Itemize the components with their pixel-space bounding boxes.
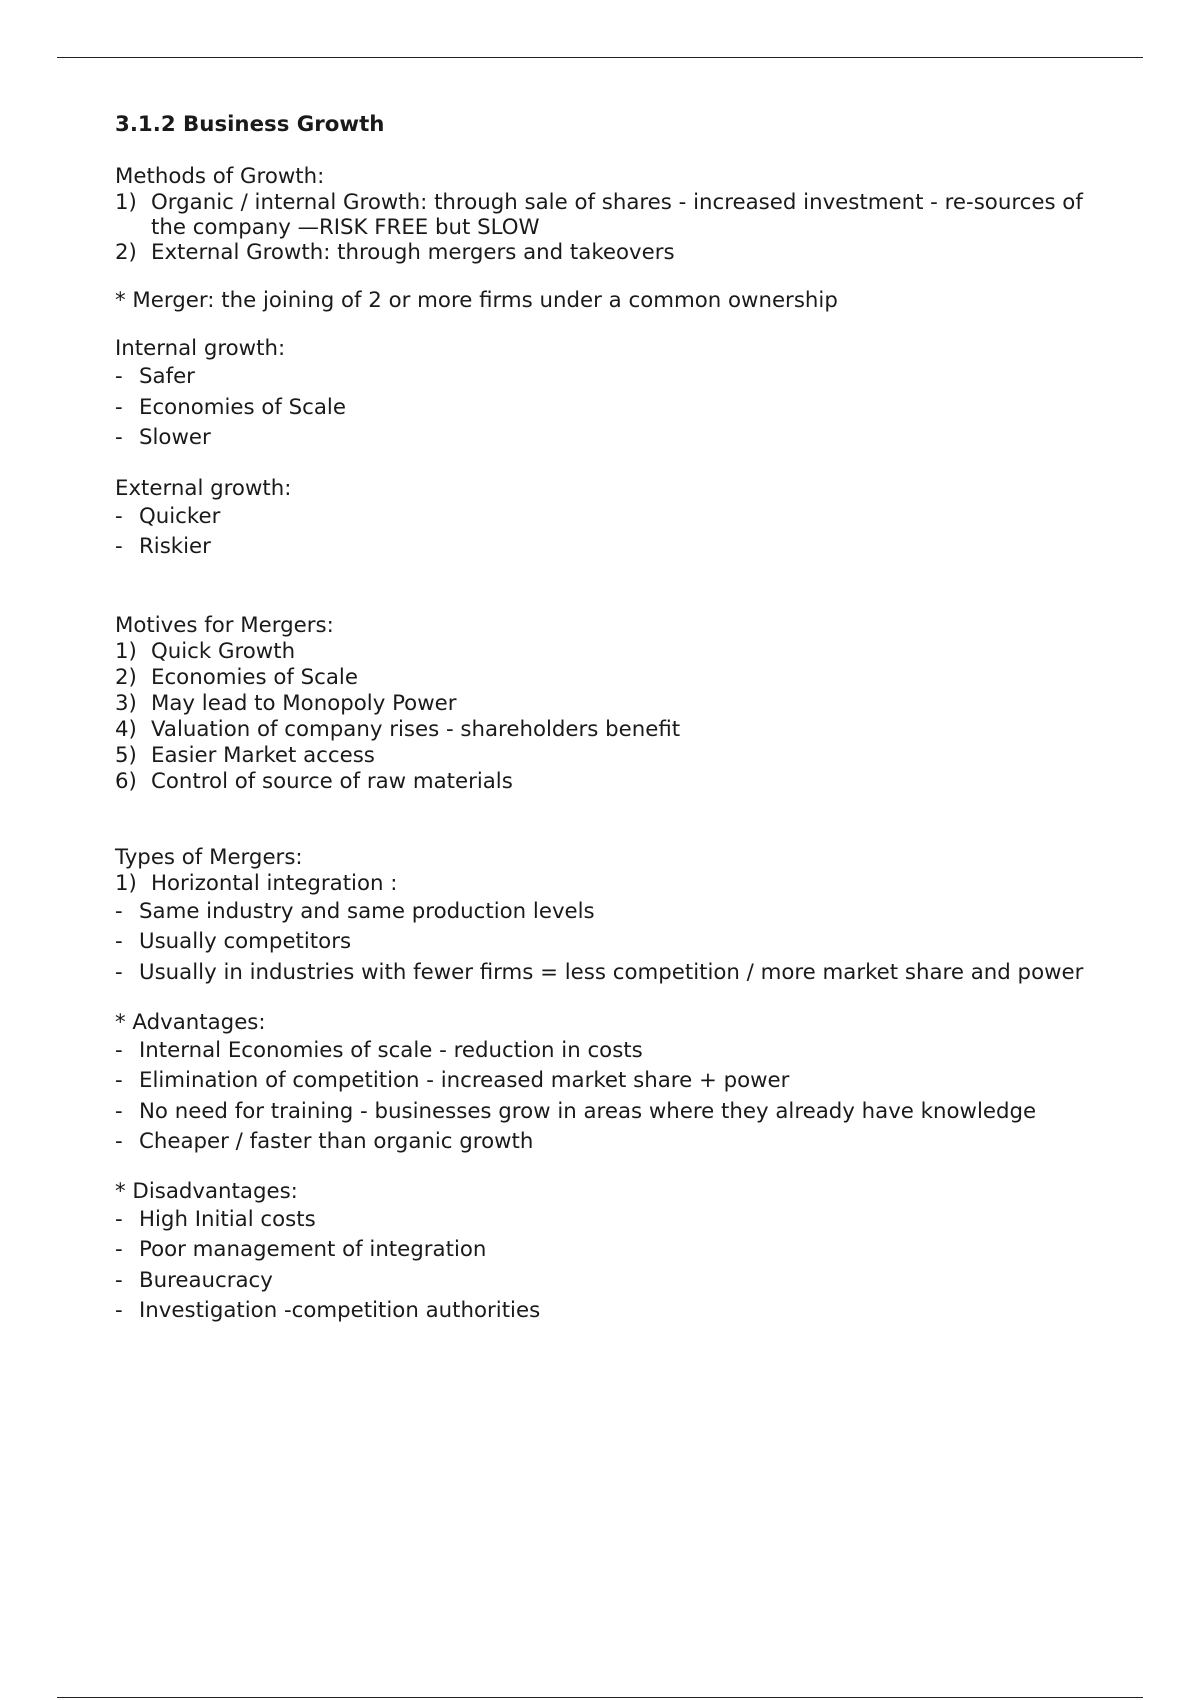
- horizontal-integration-list: [115, 897, 1095, 989]
- list-item: - Bureaucracy: [115, 1267, 273, 1293]
- list-item: - Cheaper / faster than organic growth: [115, 1128, 534, 1154]
- list-item: - Quicker: [115, 503, 221, 529]
- types-list: [115, 871, 1095, 897]
- document-body: [115, 112, 1095, 1326]
- list-item: 2) External Growth: through mergers and takeovers: [115, 240, 675, 265]
- list-item: 6) Control of source of raw materials: [115, 768, 513, 794]
- page-title: 3.1.2 Business Growth: [115, 112, 385, 137]
- advantages-list: [115, 1036, 1095, 1157]
- list-item: - Elimination of competition - increased market share + power: [115, 1068, 790, 1094]
- list-item: 2) Economies of Scale: [115, 664, 358, 690]
- bottom-rule: [57, 1697, 1143, 1698]
- internal-growth-heading: Internal growth:: [115, 336, 286, 361]
- list-item: - Usually in industries with fewer firms = less competition / more market share and power: [115, 959, 1084, 985]
- motives-heading: Motives for Mergers:: [115, 612, 334, 638]
- list-item: - Same industry and same production levels: [115, 898, 595, 924]
- methods-heading: Methods of Growth:: [115, 164, 325, 189]
- types-heading: Types of Mergers:: [115, 844, 303, 870]
- list-item: - High Initial costs: [115, 1207, 316, 1233]
- list-item: - No need for training - businesses grow in areas where they already have knowledge: [115, 1098, 1037, 1124]
- advantages-heading: * Advantages:: [115, 1010, 266, 1035]
- list-item: 1) Quick Growth: [115, 638, 296, 664]
- list-item: - Poor management of integration: [115, 1237, 487, 1263]
- list-item: - Slower: [115, 425, 211, 450]
- methods-list: [115, 190, 1095, 266]
- list-item: - Internal Economies of scale - reduction in costs: [115, 1038, 643, 1063]
- list-item: - Safer: [115, 364, 195, 389]
- list-item: 1) Organic / internal Growth: through sale of shares - increased investment - re-sources of the company —RISK FREE but SLOW: [115, 190, 1083, 240]
- top-rule: [57, 57, 1143, 58]
- merger-definition: * Merger: the joining of 2 or more firms under a common ownership: [115, 288, 838, 313]
- list-item: - Usually competitors: [115, 929, 352, 954]
- list-item: 5) Easier Market access: [115, 742, 375, 768]
- list-item: - Investigation -competition authorities: [115, 1298, 541, 1324]
- disadvantages-heading: * Disadvantages:: [115, 1179, 298, 1205]
- external-growth-heading: External growth:: [115, 475, 292, 501]
- list-item: 4) Valuation of company rises - shareholders benefit: [115, 716, 681, 742]
- motives-list: [115, 639, 1095, 795]
- list-item: - Riskier: [115, 534, 211, 559]
- list-item: - Economies of Scale: [115, 394, 346, 420]
- disadvantages-list: [115, 1205, 1095, 1326]
- list-item: 3) May lead to Monopoly Power: [115, 690, 457, 716]
- list-item: 1) Horizontal integration :: [115, 870, 398, 896]
- internal-growth-list: [115, 362, 1095, 454]
- external-growth-list: [115, 502, 1095, 563]
